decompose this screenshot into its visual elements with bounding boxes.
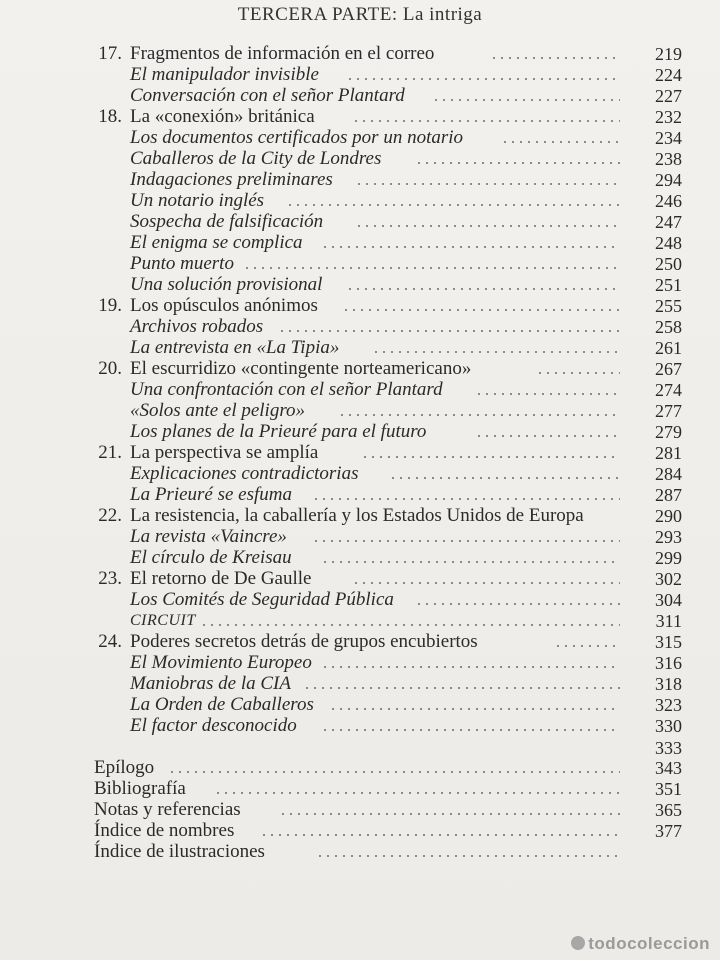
page-number: 290 [655,506,682,526]
page-number: 311 [655,611,682,631]
section-title: Una confrontación con el señor Plantard [130,379,443,400]
page-number: 258 [655,317,682,337]
dot-leader [243,267,620,269]
section-title: Punto muerto [130,253,234,274]
backmatter-title: Índice de nombres [94,820,235,841]
dot-leader [346,288,620,290]
watermark-logo-icon [571,936,585,950]
section-title: El manipulador invisible [130,64,319,85]
backmatter-title: Epílogo [94,757,155,778]
dot-leader [321,561,620,563]
backmatter-title: Notas y referencias [94,799,241,820]
page-number: 284 [655,464,682,484]
backmatter-title: Índice de ilustraciones [94,841,265,862]
page-number: 333 [655,738,682,758]
page-number: 299 [655,548,682,568]
section-title: Una solución provisional [130,274,323,295]
dot-leader [415,603,620,605]
page-number: 318 [655,674,682,694]
page-number: 294 [655,170,682,190]
page-number: 227 [655,86,682,106]
dot-leader [200,624,620,626]
section-title: Los documentos certificados por un notario [130,127,464,148]
page-number: 232 [655,107,682,127]
dot-leader [355,183,620,185]
section-title: El Movimiento Europeo [130,652,312,673]
dot-leader [321,666,620,668]
page-number: 304 [655,590,682,610]
dot-leader [168,771,620,773]
dot-leader [352,120,620,122]
backmatter-title: Bibliografía [94,778,186,799]
page-number: 281 [655,443,682,463]
page-number: 330 [655,716,682,736]
section-title: El factor desconocido [130,715,297,736]
chapter-number: 20. [98,358,122,379]
dot-leader [352,582,620,584]
chapter-title: El escurridizo «contingente norteamericano» [130,358,472,379]
page-number: 255 [655,296,682,316]
section-title: Sospecha de falsificación [130,211,324,232]
page-number: 302 [655,569,682,589]
chapter-number: 19. [98,295,122,316]
section-title: Los planes de la Prieuré para el futuro [130,421,427,442]
dot-leader [490,57,620,59]
chapter-number: 24. [98,631,122,652]
dot-leader [214,792,620,794]
section-title: La revista «Vaincre» [130,526,287,547]
chapter-number: 18. [98,106,122,127]
dot-leader [338,414,620,416]
page-number: 246 [655,191,682,211]
chapter-number: 21. [98,442,122,463]
chapter-number: 23. [98,568,122,589]
watermark [571,934,710,954]
dot-leader [536,372,620,374]
section-title: Archivos robados [130,316,264,337]
page-number: 224 [655,65,682,85]
dot-leader [279,813,620,815]
page-number: 234 [655,128,682,148]
page-number: 261 [655,338,682,358]
chapter-title: La perspectiva se amplía [130,442,319,463]
chapter-title: Poderes secretos detrás de grupos encubiertos [130,631,478,652]
toc-entry [0,714,720,738]
chapter-title: La «conexión» británica [130,106,315,127]
dot-leader [475,393,620,395]
dot-leader [361,456,620,458]
page-number: 343 [655,758,682,778]
chapter-title: Fragmentos de información en el correo [130,43,435,64]
page-number: 323 [655,695,682,715]
page-number: 250 [655,254,682,274]
dot-leader [372,351,620,353]
page-number: 351 [655,779,682,799]
watermark-text: todocoleccion [588,934,710,953]
dot-leader [501,141,620,143]
dot-leader [329,708,620,710]
section-title: La entrevista en «La Tipia» [130,337,340,358]
section-title: Explicaciones contradictorias [130,463,359,484]
section-title: Conversación con el señor Plantard [130,85,405,106]
page-number: 267 [655,359,682,379]
section-title: CIRCUIT [130,612,196,629]
dot-leader [312,498,620,500]
dot-leader [342,309,620,311]
page-number: 315 [655,632,682,652]
page-number: 365 [655,800,682,820]
chapter-number: 17. [98,43,122,64]
dot-leader [475,435,620,437]
dot-leader [312,540,620,542]
page-number: 219 [655,44,682,64]
dot-leader [432,99,620,101]
page-number: 377 [655,821,682,841]
page-number: 279 [655,422,682,442]
section-title: Los Comités de Seguridad Pública [130,589,394,610]
section-title: El círculo de Kreisau [130,547,292,568]
running-header: TERCERA PARTE: La intriga [237,4,483,25]
dot-leader [278,330,620,332]
page-number: 316 [655,653,682,673]
section-title: «Solos ante el peligro» [130,400,306,421]
section-title: Un notario inglés [130,190,265,211]
page-number: 247 [655,212,682,232]
dot-leader [260,834,620,836]
page-number: 238 [655,149,682,169]
page-number: 248 [655,233,682,253]
dot-leader [355,225,620,227]
section-title: Maniobras de la CIA [130,673,291,694]
section-title: El enigma se complica [130,232,303,253]
toc-entry [0,840,720,864]
chapter-title: Los opúsculos anónimos [130,295,318,316]
chapter-title: El retorno de De Gaulle [130,568,312,589]
dot-leader [286,204,620,206]
section-title: La Prieuré se esfuma [130,484,293,505]
chapter-number: 22. [98,505,122,526]
chapter-title: La resistencia, la caballería y los Estados Unidos de Europa [130,505,584,526]
section-title: La Orden de Caballeros [130,694,314,715]
dot-leader [303,687,620,689]
page-number: 251 [655,275,682,295]
page-number: 274 [655,380,682,400]
dot-leader [415,162,620,164]
dot-leader [346,78,620,80]
page-number: 277 [655,401,682,421]
section-title: Indagaciones preliminares [130,169,333,190]
dot-leader [316,855,620,857]
dot-leader [389,477,620,479]
page-number: 287 [655,485,682,505]
section-title: Caballeros de la City de Londres [130,148,382,169]
dot-leader [321,729,620,731]
page-number: 293 [655,527,682,547]
dot-leader [321,246,620,248]
dot-leader [554,645,620,647]
